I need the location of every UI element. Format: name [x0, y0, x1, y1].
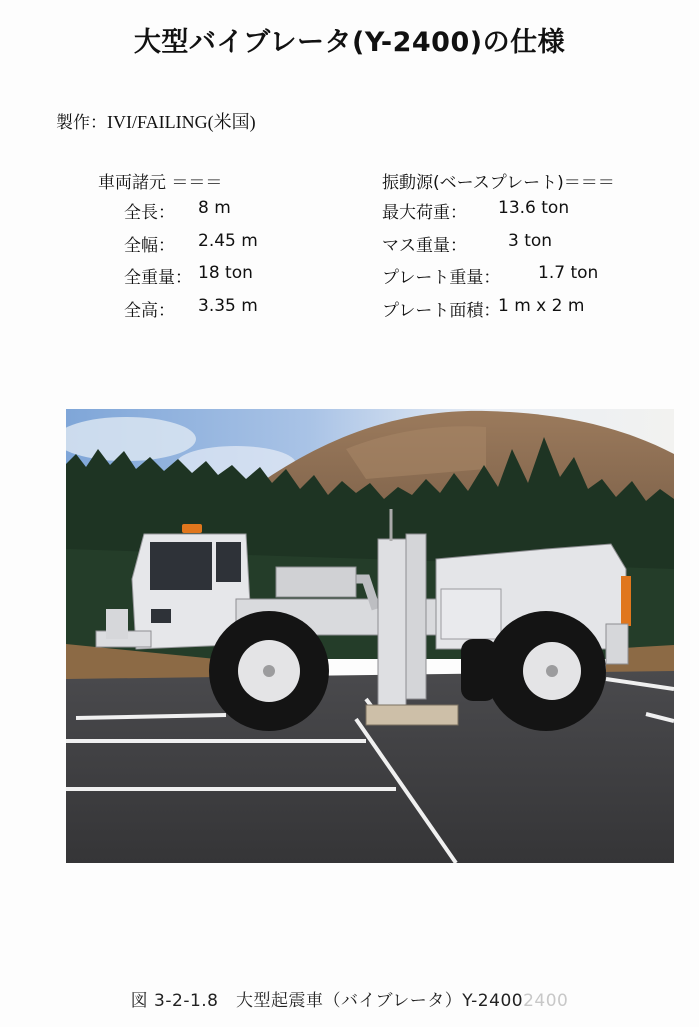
cab-window: [216, 542, 241, 582]
spec-row-mass-weight: [382, 231, 615, 264]
spec-label: プレート面積：: [382, 300, 501, 321]
spec-label: マス重量：: [382, 235, 467, 256]
spec-value: 3.35 m: [198, 295, 258, 316]
manufacturer-line: [56, 108, 256, 134]
spec-label: 全高：: [124, 300, 175, 321]
spec-value: 1 m x 2 m: [498, 295, 585, 316]
manufacturer-label: 製作：: [56, 113, 107, 133]
spec-label: 全長：: [124, 203, 175, 223]
vibrator-truck-photo: [66, 409, 674, 863]
spec-value: 3 ton: [508, 230, 553, 251]
spec-label: 全幅：: [124, 235, 175, 256]
front-wheel: [209, 611, 329, 731]
vibrator-mast: [378, 539, 406, 709]
spec-label: 全重量：: [124, 268, 192, 288]
vibrator-specs-heading: 振動源(ベースプレート)＝＝＝: [382, 173, 615, 193]
spec-row-weight: [98, 263, 253, 296]
spec-row-max-load: [382, 198, 615, 231]
page-title: 大型バイブレータ(Y-2400)の仕様: [133, 27, 566, 58]
spec-row-plate-weight: [382, 263, 615, 296]
rear-wheel: [486, 611, 606, 731]
spec-value: 8 m: [198, 198, 231, 218]
spec-label: 最大荷重：: [382, 203, 467, 223]
caption-ghost-text: 2400: [523, 991, 569, 1011]
spec-value: 1.7 ton: [538, 263, 599, 283]
vehicle-specs-heading: 車両諸元 ＝＝＝: [98, 173, 223, 193]
spec-row-length: [98, 198, 231, 231]
spec-value: 13.6 ton: [498, 198, 570, 218]
beacon: [182, 524, 202, 533]
vehicle-specs: [98, 168, 258, 328]
cab-window: [150, 542, 212, 590]
spec-value: 18 ton: [198, 263, 253, 283]
manufacturer-value: IVI/FAILING(米国): [107, 112, 256, 132]
base-plate: [366, 705, 458, 725]
spec-row-height: [98, 295, 258, 329]
vibrator-specs: [382, 168, 615, 328]
spec-row-width: [98, 230, 258, 264]
spec-row-plate-area: [382, 296, 615, 329]
spec-value: 2.45 m: [198, 230, 258, 251]
figure-caption: [0, 986, 699, 1011]
caption-text: 図 3-2-1.8 大型起震車（バイブレータ）Y-2400: [130, 991, 524, 1011]
spec-label: プレート重量：: [382, 268, 501, 288]
